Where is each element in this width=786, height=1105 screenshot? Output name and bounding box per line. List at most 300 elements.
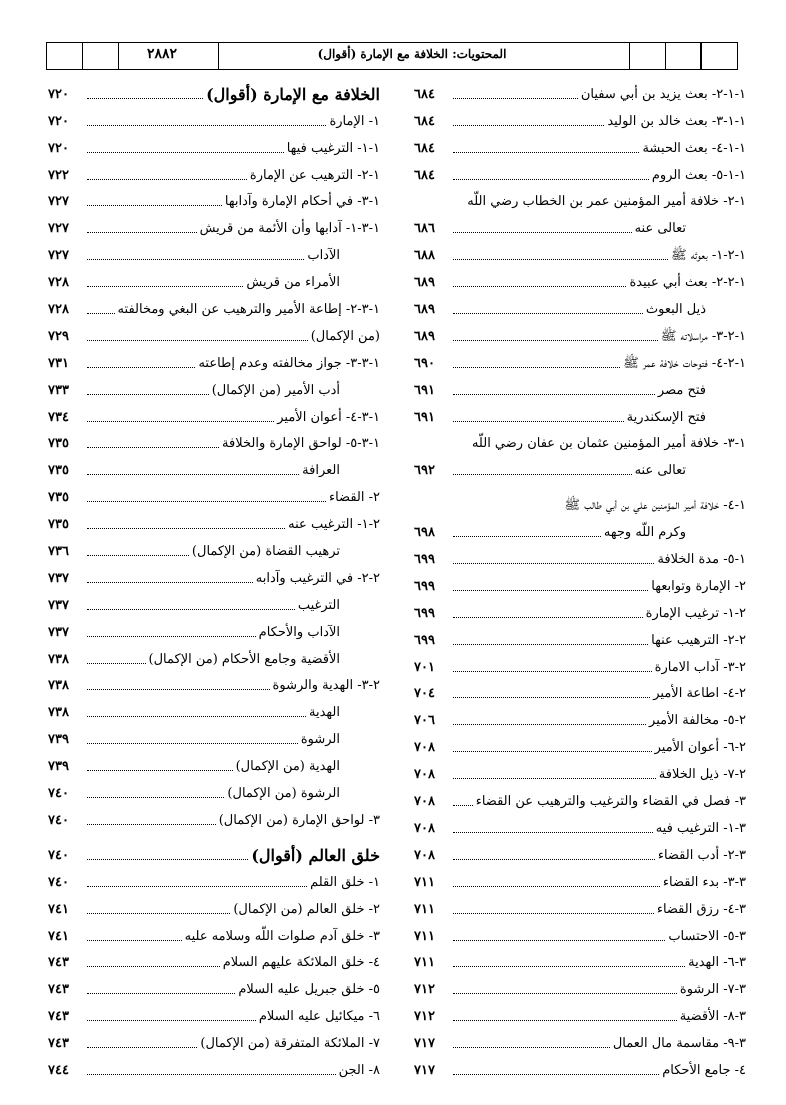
toc-entry (48, 670, 380, 697)
toc-entry-title: ١-٢- خلافة أمير المؤمنين عمر بن الخطاب رضي اللّه (467, 194, 746, 210)
toc-entry-title: ٣-٥- الاحتساب (668, 928, 746, 944)
toc-entry-title: ١-٢-٤- فتوحات خلافة عمر ﷺ (623, 355, 746, 371)
dot-leader (453, 670, 652, 672)
dot-leader (453, 562, 654, 564)
dot-leader (87, 527, 285, 529)
toc-entry (48, 920, 380, 947)
toc-entry (48, 616, 380, 643)
toc-entry-title: ٢- القضاء (328, 490, 380, 506)
toc-entry (48, 266, 380, 293)
toc-page-number: ٧٠٨ (414, 767, 435, 783)
toc-page-number: ٧٤٤ (48, 1062, 69, 1078)
toc-page-number: ٧١١ (414, 955, 435, 971)
toc-entry-title: ١-١- الترغيب فيها (286, 140, 380, 156)
dot-leader (87, 662, 146, 664)
toc-entry (48, 589, 380, 616)
dot-leader (87, 393, 209, 395)
toc-entry (48, 401, 380, 428)
toc-entry-title: ١-١-٢- بعث يزيد بن أبي سفيان (580, 86, 746, 102)
toc-entry (48, 750, 380, 777)
toc-page-number: ٦٨٤ (414, 140, 435, 156)
toc-entry-title: ١-٥- مدة الخلافة (657, 552, 746, 568)
toc-page-number: ٦٨٤ (414, 167, 435, 183)
dot-leader (453, 285, 626, 287)
toc-entry (414, 159, 746, 186)
toc-entry (414, 454, 746, 481)
toc-entry-title: ٢-٢- الترهيب عنها (651, 632, 746, 648)
toc-entry (48, 1000, 380, 1027)
dot-leader (453, 804, 473, 806)
toc-entry (48, 643, 380, 670)
dot-leader (87, 151, 284, 153)
toc-entry-title: الأقضية وجامع الأحكام (من الإكمال) (148, 651, 340, 667)
toc-entry (48, 696, 380, 723)
toc-entry (414, 839, 746, 866)
toc-page-number: ٧١٧ (414, 1036, 435, 1052)
toc-entry (414, 920, 746, 947)
dot-leader (453, 339, 658, 341)
toc-entry-title: ٢-١- الترغيب عنه (288, 517, 380, 533)
dot-leader (453, 473, 632, 475)
toc-entry (414, 758, 746, 785)
dot-leader (87, 581, 253, 583)
toc-entry-title: ٣-٢- أدب القضاء (657, 847, 746, 863)
toc-entry-title: (من الإكمال) (310, 328, 380, 344)
toc-entry (414, 893, 746, 920)
toc-entry (48, 347, 380, 374)
toc-page-number: ٦٩٢ (414, 463, 435, 479)
toc-entry (414, 266, 746, 293)
toc-page-number: ٧٣٨ (48, 705, 69, 721)
toc-entry-title: ١-١-٥- بعث الروم (651, 167, 746, 183)
dot-leader (87, 912, 230, 914)
toc-page-number: ٧٣٩ (48, 732, 69, 748)
toc-entry (48, 866, 380, 893)
toc-entry-title: ١- خلق القلم (310, 874, 380, 890)
toc-page-number: ٧٢٨ (48, 275, 69, 291)
toc-entry-title: ١-٢-٣- مراسلاته ﷺ (660, 328, 746, 344)
toc-entry-title: الآداب والأحكام (258, 624, 340, 640)
dot-leader (453, 393, 655, 395)
toc-entry (414, 1027, 746, 1054)
toc-entry (414, 239, 746, 266)
dot-leader (87, 97, 203, 99)
toc-page-number: ٧٣٤ (48, 409, 69, 425)
toc-entry-title: ٣-٦- الهدية (688, 955, 746, 971)
dot-leader (453, 750, 652, 752)
toc-entry-title: ٢-٧- ذيل الخلافة (658, 767, 746, 783)
toc-entry-title: الآداب (307, 248, 340, 264)
toc-entry (48, 428, 380, 455)
toc-entry (48, 508, 380, 535)
toc-page-number: ٦٩٨ (414, 525, 435, 541)
dot-leader (453, 589, 648, 591)
toc-entry (48, 454, 380, 481)
toc-entry (414, 704, 746, 731)
toc-entry-title: ١-٣-٥- لواحق الإمارة والخلافة (222, 436, 380, 452)
dot-leader (87, 473, 299, 475)
toc-entry (48, 1054, 380, 1081)
toc-entry (414, 651, 746, 678)
toc-entry (414, 428, 746, 455)
toc-page-number: ٧٣١ (48, 355, 69, 371)
toc-page-number: ٧٤٣ (48, 1036, 69, 1052)
toc-entry-title: الهدية (من الإكمال) (235, 759, 340, 775)
dot-leader (453, 420, 624, 422)
toc-entry (48, 105, 380, 132)
toc-page-number: ٦٩٩ (414, 552, 435, 568)
toc-entry (414, 132, 746, 159)
toc-page-number: ٧٣٩ (48, 759, 69, 775)
toc-entry (414, 570, 746, 597)
toc-page-number: ٦٩٠ (414, 355, 435, 371)
dot-leader (87, 858, 248, 860)
toc-entry (414, 78, 746, 105)
dot-leader (453, 258, 668, 260)
toc-page-number: ٧٣٧ (48, 597, 69, 613)
toc-entry (414, 597, 746, 624)
toc-entry-title: أدب الأمير (من الإكمال) (211, 382, 340, 398)
toc-page-number: ٧٣٥ (48, 517, 69, 533)
toc-entry-title: ٣-٣- بدء القضاء (662, 874, 746, 890)
dot-leader (453, 616, 643, 618)
toc-entry (48, 186, 380, 213)
toc-entry-title: ٤- جامع الأحكام (662, 1062, 746, 1078)
toc-entry (414, 105, 746, 132)
toc-entry (48, 481, 380, 508)
toc-page-number: ٧٢٠ (48, 86, 69, 102)
toc-entry-title: الرشوة (من الإكمال) (227, 786, 340, 802)
dot-leader (87, 769, 233, 771)
dot-leader (87, 715, 306, 717)
toc-page-number: ٧١٧ (414, 1062, 435, 1078)
toc-page-number: ٧٢٩ (48, 328, 69, 344)
dot-leader (87, 178, 247, 180)
toc-page-number: ٦٩٩ (414, 605, 435, 621)
toc-right-column (414, 78, 746, 1081)
toc-page-number: ٧٠٨ (414, 820, 435, 836)
toc-entry-title: ١-٣-١- آدابها وأن الأئمة من قريش (199, 221, 380, 237)
toc-entry-title: ٢- الإمارة وتوابعها (651, 578, 746, 594)
toc-page-number: ٧٣٨ (48, 651, 69, 667)
toc-page-number: ٧٤٠ (48, 874, 69, 890)
toc-entry-title: ١-٢-١- بعوثه ﷺ (671, 248, 746, 264)
dot-leader (453, 97, 578, 99)
header-cell (665, 43, 701, 69)
dot-leader (87, 992, 235, 994)
toc-entry (414, 212, 746, 239)
toc-entry-title: ٦- ميكائيل عليه السلام (258, 1009, 380, 1025)
toc-entry (414, 947, 746, 974)
toc-page-number: ٧١٢ (414, 982, 435, 998)
toc-entry (414, 374, 746, 401)
toc-entry-title: العرافة (302, 463, 340, 479)
toc-entry (414, 624, 746, 651)
toc-page-number: ٧٠٨ (414, 794, 435, 810)
header-cell (629, 43, 665, 69)
toc-entry (48, 293, 380, 320)
toc-entry-title: ذيل البعوث (645, 302, 706, 318)
toc-entry-title: ٣-٩- مقاسمة مال العمال (612, 1036, 746, 1052)
toc-entry-title: ١-٣- في أحكام الإمارة وآدابها (224, 194, 380, 210)
dot-leader (87, 420, 274, 422)
toc-entry-title: ٢- خلق العالم (من الإكمال) (233, 901, 380, 917)
toc-entry (414, 1054, 746, 1081)
dot-leader (87, 1019, 256, 1021)
toc-entry (48, 893, 380, 920)
toc-entry-title: ٢-٣- الهدية والرشوة (272, 678, 380, 694)
toc-entry (414, 543, 746, 570)
toc-page-number: ٧٢٧ (48, 221, 69, 237)
toc-entry (48, 239, 380, 266)
toc-page-number: ٧٣٧ (48, 624, 69, 640)
toc-page-number: ٦٩٩ (414, 578, 435, 594)
toc-page-number: ٧٣٦ (48, 544, 69, 560)
toc-entry-title: ١-٣-٢- إطاعة الأمير والترهيب عن البغي ومخالفته (117, 302, 380, 318)
toc-page-number: ٦٨٩ (414, 275, 435, 291)
toc-entry (414, 731, 746, 758)
toc-entry-title: تعالى عنه (634, 221, 686, 237)
dot-leader (87, 339, 308, 341)
toc-entry-title: ١-١-٣- بعث خالد بن الوليد (607, 113, 746, 129)
toc-entry-title: ١-٤- خلافة أمير المؤمنين علي بن أبي طالب ﷺ (564, 498, 746, 514)
dot-leader (87, 635, 256, 637)
dot-leader (453, 965, 685, 967)
toc-page-number: ٧٢٢ (48, 167, 69, 183)
toc-entry-title: ٣-٨- الأقضية (679, 1009, 746, 1025)
toc-entry (414, 347, 746, 374)
toc-entry-title: ٢-١- ترغيب الإمارة (645, 605, 746, 621)
dot-leader (87, 258, 304, 260)
toc-page-number: ٧٤٣ (48, 1009, 69, 1025)
dot-leader (453, 151, 639, 153)
dot-leader (453, 643, 648, 645)
toc-page-number: ٦٩١ (414, 382, 435, 398)
dot-leader (453, 696, 650, 698)
toc-entry-title: ٥- خلق جبريل عليه السلام (238, 982, 380, 998)
dot-leader (87, 124, 326, 126)
dot-leader (87, 939, 182, 941)
toc-entry-title: ٢-٢- في الترغيب وآدابه (255, 570, 380, 586)
dot-leader (453, 312, 643, 314)
toc-entry (414, 320, 746, 347)
toc-entry-title: خلق العالم (أقوال) (251, 845, 380, 865)
toc-entry (414, 678, 746, 705)
toc-page-number: ٦٩١ (414, 409, 435, 425)
toc-entry (48, 723, 380, 750)
toc-entry-title: تعالى عنه (634, 463, 686, 479)
toc-entry (414, 1000, 746, 1027)
toc-entry-title: ٤- خلق الملائكة عليهم السلام (222, 955, 380, 971)
dot-leader (87, 688, 270, 690)
toc-entry-title: فتح مصر (657, 382, 706, 398)
toc-entry-title: ٣- فصل في القضاء والترغيب والترهيب عن القضاء (475, 794, 746, 810)
toc-entry-title: ترهيب القضاة (من الإكمال) (191, 544, 340, 560)
dot-leader (453, 992, 677, 994)
toc-page-number: ٧٠٨ (414, 847, 435, 863)
toc-page-number: ٦٨٤ (414, 86, 435, 102)
dot-leader (87, 1073, 336, 1075)
toc-entry-title: ٨- الجن (338, 1062, 380, 1078)
toc-page-number: ٧١١ (414, 874, 435, 890)
toc-page-number: ٦٩٩ (414, 632, 435, 648)
dot-leader (87, 1046, 197, 1048)
toc-entry (48, 212, 380, 239)
toc-entry (48, 320, 380, 347)
toc-entry-title: ١-٣-٣- جواز مخالفته وعدم إطاعته (198, 355, 380, 371)
toc-entry-title: ١-٢-٢- بعث أبي عبيدة (629, 275, 746, 291)
toc-page-number: ٧٣٥ (48, 436, 69, 452)
dot-leader (87, 285, 243, 287)
toc-entry-title: الأمراء من قريش (246, 275, 340, 291)
toc-entry (48, 78, 380, 105)
toc-entry (48, 947, 380, 974)
toc-entry (48, 132, 380, 159)
toc-entry (48, 374, 380, 401)
toc-entry-title: الترغيب (297, 597, 340, 613)
toc-entry (48, 973, 380, 1000)
toc-entry (48, 804, 380, 831)
dot-leader (87, 554, 189, 556)
toc-entry (414, 785, 746, 812)
toc-page-number: ٧٢٧ (48, 248, 69, 264)
dot-leader (453, 1019, 677, 1021)
toc-entry (414, 516, 746, 543)
dot-leader (87, 796, 224, 798)
toc-entry-title: الرشوة (300, 732, 340, 748)
toc-entry (48, 1027, 380, 1054)
toc-page-number: ٦٨٨ (414, 248, 435, 264)
dot-leader (453, 723, 646, 725)
toc-entry (48, 777, 380, 804)
toc-entry-title: الخلافة مع الإمارة (أقوال) (206, 84, 380, 104)
toc-entry-title: ١-٣- خلافة أمير المؤمنين عثمان بن عفان رضي اللّه (471, 436, 746, 452)
dot-leader (87, 965, 220, 967)
toc-page-number: ٧١١ (414, 901, 435, 917)
dot-leader (453, 777, 656, 779)
toc-page-number: ٧٠٤ (414, 686, 435, 702)
dot-leader (87, 231, 197, 233)
dot-leader (453, 366, 620, 368)
toc-entry-title: ٢-٥- مخالفة الأمير (649, 713, 746, 729)
toc-page-number: ٧٤٣ (48, 982, 69, 998)
toc-page-number: ٦٨٦ (414, 221, 435, 237)
header-cell (83, 43, 119, 69)
toc-entry-title: ٧- الملائكة المتفرقة (من الإكمال) (200, 1036, 380, 1052)
toc-page-number: ٦٨٤ (414, 113, 435, 129)
toc-entry (414, 973, 746, 1000)
dot-leader (453, 912, 654, 914)
toc-entry-title: ٢-٣- آداب الامارة (654, 659, 746, 675)
toc-page-number: ٧٣٥ (48, 490, 69, 506)
dot-leader (453, 1073, 659, 1075)
page-header (46, 42, 738, 70)
toc-page-number: ٧٤١ (48, 928, 69, 944)
toc-page-number: ٧٣٣ (48, 382, 69, 398)
toc-page-number: ٧١٢ (414, 1009, 435, 1025)
dot-leader (453, 858, 655, 860)
toc-entry-title: ٣- خلق آدم صلوات اللّه وسلامه عليه (184, 928, 380, 944)
toc-page-number: ٧٢٧ (48, 194, 69, 210)
dot-leader (87, 446, 219, 448)
header-cell (47, 43, 83, 69)
toc-entry (414, 866, 746, 893)
toc-page-number: ٧٠١ (414, 659, 435, 675)
toc-page-number: ٧٠٨ (414, 740, 435, 756)
toc-page-number: ٧٣٥ (48, 463, 69, 479)
dot-leader (87, 366, 195, 368)
dot-leader (87, 885, 307, 887)
toc-entry-title: ٣-٤- رزق القضاء (656, 901, 746, 917)
toc-left-column (48, 78, 380, 1081)
dot-leader (453, 178, 649, 180)
toc-entry-title: ١- الإمارة (329, 113, 380, 129)
dot-leader (453, 1046, 610, 1048)
toc-entry (48, 159, 380, 186)
toc-entry-title: ٣-١- الترغيب فيه (655, 820, 746, 836)
dot-leader (453, 124, 604, 126)
dot-leader (87, 608, 295, 610)
toc-entry (414, 812, 746, 839)
toc-entry-title: ١-٣-٤- أعوان الأمير (277, 409, 380, 425)
toc-entry-title: ٢-٦- أعوان الأمير (654, 740, 746, 756)
toc-entry (414, 293, 746, 320)
toc-entry-title: فتح الإسكندرية (626, 409, 706, 425)
page-number: ٢٨٨٢ (146, 46, 178, 62)
toc-page-number: ٧٤٠ (48, 847, 69, 863)
toc-page-number: ٧٢٨ (48, 302, 69, 318)
dot-leader (87, 823, 216, 825)
header-cell (701, 43, 737, 69)
dot-leader (453, 885, 660, 887)
toc-entry (48, 839, 380, 866)
toc-page-number: ٧٣٧ (48, 570, 69, 586)
dot-leader (87, 312, 115, 314)
toc-page-number: ٧٤١ (48, 901, 69, 917)
toc-page-number: ٧٤٣ (48, 955, 69, 971)
toc-page-number: ٧٢٠ (48, 140, 69, 156)
dot-leader (87, 204, 222, 206)
toc-entry-title: ١-١-٤- بعث الحبشة (642, 140, 746, 156)
toc-entry (414, 401, 746, 428)
dot-leader (87, 742, 298, 744)
toc-page-number: ٧٤٠ (48, 812, 69, 828)
toc-entry-title: الهدية (309, 705, 340, 721)
toc-page-number: ٧٢٠ (48, 113, 69, 129)
toc-entry (48, 562, 380, 589)
toc-page-number: ٧٤٠ (48, 786, 69, 802)
toc-entry-title: ١-٢- الترهيب عن الإمارة (249, 167, 380, 183)
toc-entry-title: ٣- لواحق الإمارة (من الإكمال) (218, 812, 380, 828)
toc-entry (414, 186, 746, 213)
toc-page-number: ٧١١ (414, 928, 435, 944)
toc-entry (48, 535, 380, 562)
toc-entry-title: وكرم اللّه وجهه (603, 525, 686, 541)
toc-entry-title: ٢-٤- اطاعة الأمير (653, 686, 746, 702)
header-title: المحتويات: الخلافة مع الإمارة (أقوال) (317, 47, 507, 61)
toc-entry (414, 489, 746, 516)
toc-page-number: ٦٨٩ (414, 328, 435, 344)
toc-entry-title: ٣-٧- الرشوة (679, 982, 746, 998)
toc-page-number: ٦٨٩ (414, 302, 435, 318)
dot-leader (453, 831, 653, 833)
dot-leader (453, 231, 632, 233)
dot-leader (87, 500, 326, 502)
toc-page-number: ٧٠٦ (414, 713, 435, 729)
dot-leader (453, 939, 665, 941)
toc-page-number: ٧٣٨ (48, 678, 69, 694)
dot-leader (453, 535, 601, 537)
